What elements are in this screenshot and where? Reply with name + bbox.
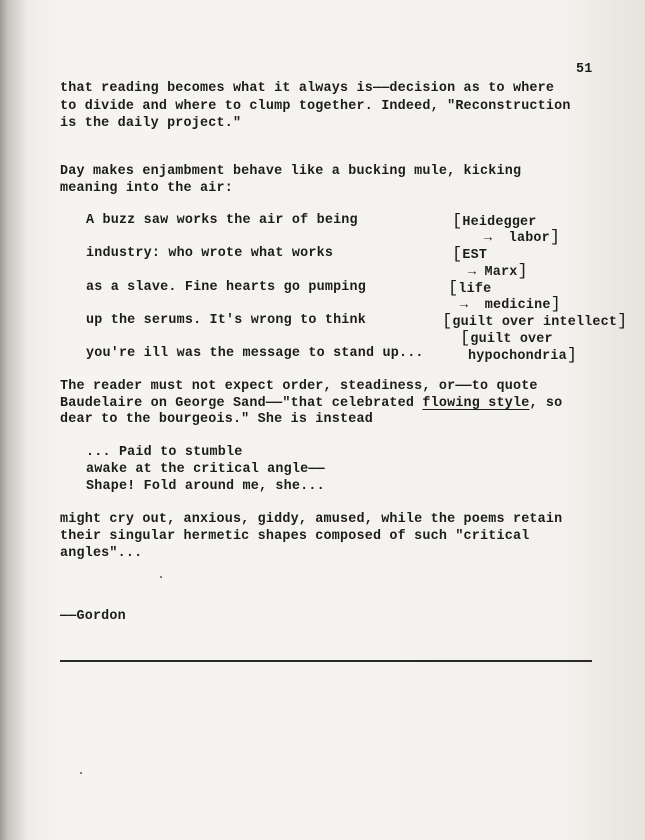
para1-line-1: that reading becomes what it always is——decision as to where xyxy=(60,81,555,96)
poem1-line-3: as a slave. Fine hearts go pumping xyxy=(86,280,367,295)
paper-speck xyxy=(80,772,82,774)
para3-line-3: dear to the bourgeois." She is instead xyxy=(60,412,373,427)
annotation-2-bottom: → Marx] xyxy=(468,262,528,281)
poem2-line-3: Shape! Fold around me, she... xyxy=(86,479,325,494)
section-divider xyxy=(60,660,592,662)
page-number: 51 xyxy=(576,62,593,77)
poem2-line-2: awake at the critical angle—— xyxy=(86,462,325,477)
annotation-3-bottom: → medicine] xyxy=(460,295,562,314)
annotation-5-top: [guilt over xyxy=(460,329,553,348)
poem1-line-5: you're ill was the message to stand up... xyxy=(86,346,424,361)
para3-line-1: The reader must not expect order, steadiness, or——to quote xyxy=(60,379,538,394)
para1-line-3: is the daily project." xyxy=(60,116,242,131)
para4-line-1: might cry out, anxious, giddy, amused, while the poems retain xyxy=(60,512,563,527)
para4-line-2: their singular hermetic shapes composed of such "critical xyxy=(60,529,530,544)
para2-line-2: meaning into the air: xyxy=(60,181,233,196)
annotation-3-top: [life xyxy=(448,279,492,298)
poem1-line-2: industry: who wrote what works xyxy=(86,246,334,261)
para2-line-1: Day makes enjambment behave like a bucking mule, kicking xyxy=(60,164,522,179)
annotation-4: [guilt over intellect] xyxy=(442,312,628,331)
annotation-5-bottom: hypochondria] xyxy=(468,346,578,365)
para4-line-3: angles"... xyxy=(60,546,143,561)
paper-speck xyxy=(160,576,162,578)
signature: ——Gordon xyxy=(60,609,126,624)
annotation-2-top: [EST xyxy=(452,245,488,264)
annotation-1-bottom: → labor] xyxy=(484,228,561,247)
poem1-line-1: A buzz saw works the air of being xyxy=(86,213,358,228)
para3-line-2: Baudelaire on George Sand——"that celebrated flowing style, so xyxy=(60,396,563,411)
underlined-phrase: flowing style xyxy=(422,396,530,411)
para1-line-2: to divide and where to clump together. Indeed, "Reconstruction xyxy=(60,99,571,114)
poem1-line-4: up the serums. It's wrong to think xyxy=(86,313,367,328)
poem2-line-1: ... Paid to stumble xyxy=(86,445,243,460)
annotation-1-top: [Heidegger xyxy=(452,212,537,231)
